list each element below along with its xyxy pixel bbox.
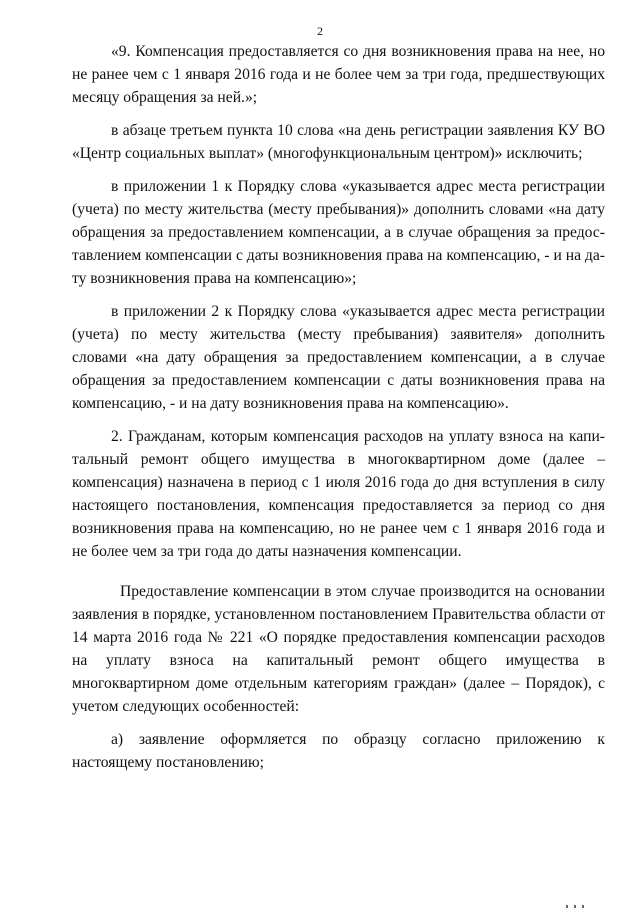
document-body — [72, 40, 605, 774]
scan-artifact — [566, 895, 606, 899]
paragraph-appendix-2: в приложении 2 к Порядку слова «указывается адрес места регистрации (учета) по месту жительства (месту пребывания) заявителя» дополнить словами «на дату обращения за предоставлением компенсации, а в случае обращения за предоставлением компенсации с даты возникновения права на компенсацию, - и на дату возникновения права на компенсацию». — [72, 303, 605, 412]
paragraph-compensation-procedure: Предоставление компенсации в этом случае производится на основании заявления в порядке, установленном постановлением Правительства области от 14 марта 2016 года № 221 «О порядке предоставления компенсации расходов на уплату взноса на капитальный ремонт общего имущества в многоквартирном доме отдельным категориям граждан» (далее – Порядок), с учетом следующих особенностей: — [72, 583, 605, 715]
page-number: 2 — [317, 24, 323, 38]
paragraph-item-9: «9. Компенсация предоставляется со дня возникновения права на нее, но не ранее чем с 1 января 2016 года и не более чем за три года, предшествующих месяцу обращения за ней.»; — [72, 43, 605, 106]
paragraph-item-a: а) заявление оформляется по образцу согласно приложению к настоящему постановлению; — [72, 731, 605, 771]
paragraph-para10-amendment: в абзаце третьем пункта 10 слова «на день регистрации заявления КУ ВО «Центр социальных выплат» (многофункциональным центром)» исключить; — [72, 122, 605, 162]
paragraph-section-2: 2. Гражданам, которым компенсация расходов на уплату взноса на капитальный ремонт общего имущества в многоквартирном доме (далее – компенсация) назначена в период с 1 июля 2016 года до дня вступления в силу настоящего постановления, компенсация предоставляется за период со дня возникновения права на компенсацию, но не ранее чем с 1 января 2016 года и не более чем за три года до даты назначения компенсации. — [72, 428, 605, 560]
paragraph-appendix-1: в приложении 1 к Порядку слова «указывается адрес места регистрации (учета) по месту жительства (месту пребывания)» дополнить словами «на дату обращения за предоставлением компенсации, а в случае обращения за предоставлением компенсации с даты возникновения права на компенсацию, - и на дату возникновения права на компенсацию»; — [72, 178, 605, 287]
